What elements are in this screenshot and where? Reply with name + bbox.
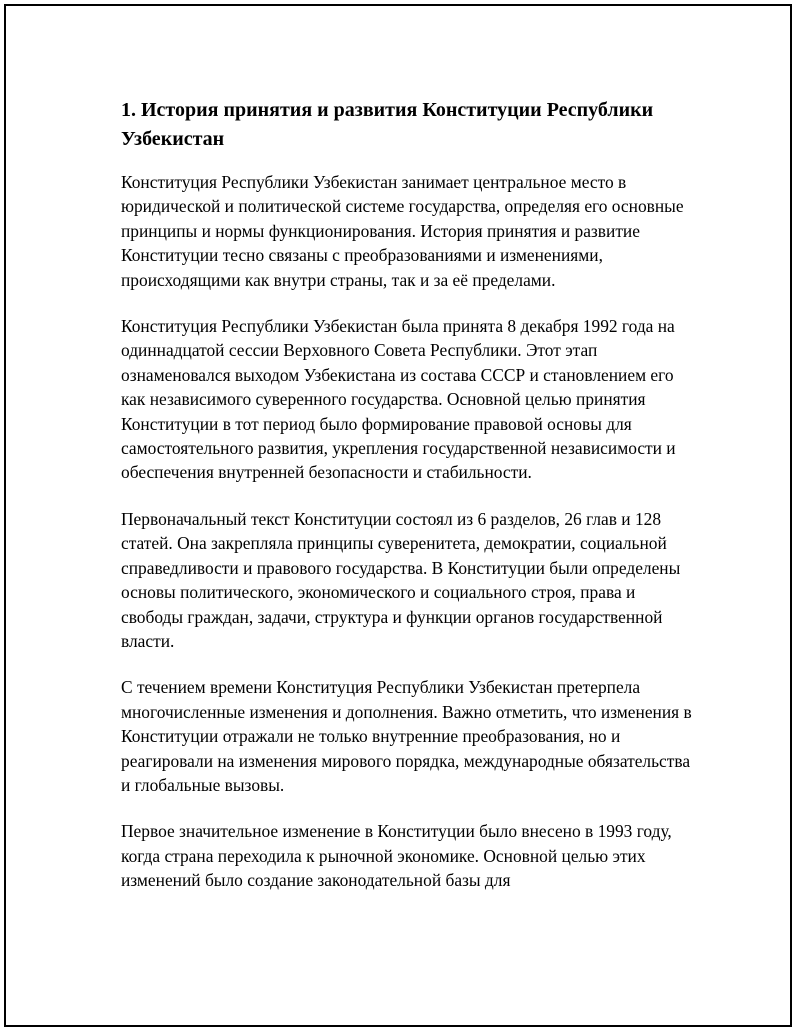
paragraph-adoption: Конституция Республики Узбекистан была принята 8 декабря 1992 года на одиннадцатой сессии Верховного Совета Республики. Этот этап ознаменовался выходом Узбекистана из состава СССР и становлением его как независимого суверенного государства. Основной целью принятия Конституции в тот период было формирование правовой основы для самостоятельного развития, укрепления государственной независимости и обеспечения внутренней безопасности и стабильности. xyxy=(121,316,676,483)
document-page xyxy=(4,4,792,1027)
paragraph-amendments: С течением времени Конституция Республики Узбекистан претерпела многочисленные изменения и дополнения. Важно отметить, что изменения в Конституции отражали не только внутренние преобразования, но и реагировали на изменения мирового порядка, международные обязательства и глобальные вызовы. xyxy=(121,677,692,795)
paragraph-intro: Конституция Республики Узбекистан занимает центральное место в юридической и политической системе государства, определяя его основные принципы и нормы функционирования. История принятия и развитие Конституции тесно связаны с преобразованиями и изменениями, происходящими как внутри страны, так и за её пределами. xyxy=(121,172,684,290)
section-heading: 1. История принятия и развития Конституции Республики Узбекистан xyxy=(121,99,654,150)
document-body xyxy=(121,96,699,915)
paragraph-structure: Первоначальный текст Конституции состоял из 6 разделов, 26 глав и 128 статей. Она закрепляла принципы суверенитета, демократии, социальной справедливости и правового государства. В Конституции были определены основы политического, экономического и социального строя, права и свободы граждан, задачи, структура и функции органов государственной власти. xyxy=(121,508,681,651)
paragraph-first-change: Первое значительное изменение в Конституции было внесено в 1993 году, когда страна переходила к рыночной экономике. Основной целью этих изменений было создание законодательной базы для xyxy=(121,821,672,891)
